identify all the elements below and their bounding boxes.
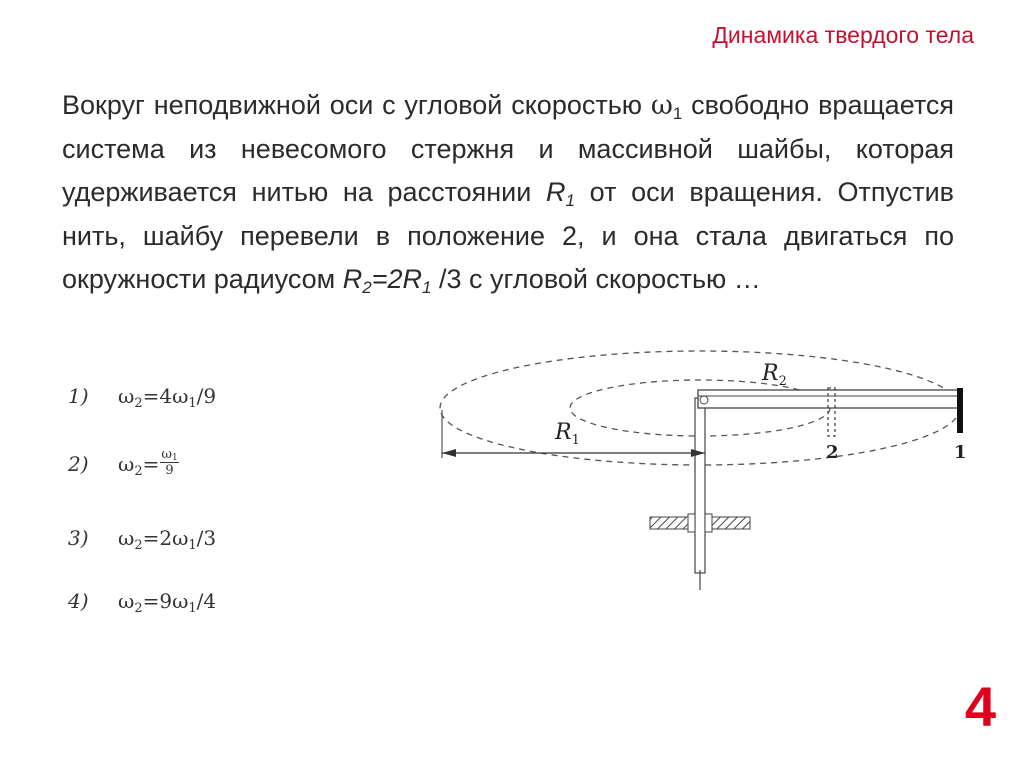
answer-post: /3: [196, 526, 217, 550]
label-position-2: 2: [826, 442, 839, 463]
horizontal-rod: [698, 390, 960, 408]
bearing-right-block: [705, 514, 712, 532]
washer-position-1: [957, 388, 963, 433]
answer-omega: ω: [118, 384, 135, 408]
fraction-denominator: 9: [165, 463, 174, 478]
radius-r2-symbol: R: [342, 264, 363, 294]
answer-sub: 1: [188, 538, 197, 553]
answer-sub: 2: [134, 538, 143, 553]
answer-number: 4): [68, 589, 89, 613]
answer-sub: 2: [134, 464, 143, 479]
slide-title: Динамика твердого тела: [712, 22, 974, 48]
answer-omega: ω: [118, 526, 135, 550]
answer-option-1[interactable]: [68, 384, 217, 411]
fraction-numerator: ω: [161, 447, 172, 462]
problem-text-1: Вокруг неподвижной оси с угловой скоростью: [62, 90, 651, 120]
label-r2: $R_2$: [762, 361, 787, 389]
answer-eq: =2ω: [142, 526, 189, 550]
omega-subscript: 1: [672, 104, 683, 123]
answer-number: 2): [68, 452, 89, 476]
axis-shaft: [695, 398, 705, 573]
fraction-numerator-sub: 1: [171, 453, 178, 463]
answer-option-3[interactable]: [68, 526, 217, 553]
answer-sub: 2: [134, 601, 143, 616]
answer-sub: 1: [188, 601, 197, 616]
bearing-right-hatch: [712, 517, 750, 529]
answer-sub: 1: [188, 396, 197, 411]
answer-eq: =4ω: [142, 384, 189, 408]
bearing-left-block: [688, 514, 695, 532]
bearing-left-hatch: [650, 517, 688, 529]
answer-option-4[interactable]: [68, 589, 217, 616]
page-number: 4: [964, 675, 996, 738]
answer-sub: 2: [134, 396, 143, 411]
problem-text-4: /3 с угловой скоростью …: [431, 264, 761, 294]
problem-text-3: от оси вращения. Отпустив нить, шайбу перевели в положение 2, и она стала двигаться по окружности радиусом: [62, 177, 954, 294]
answer-post: /9: [196, 384, 217, 408]
rotation-diagram: [430, 340, 990, 600]
omega-symbol: ω: [650, 90, 673, 121]
radius-equation-subscript: 1: [422, 278, 432, 297]
problem-statement: [62, 84, 954, 302]
problem-text-2: свободно вращается система из невесомого стержня и массивной шайбы, которая удерживается нитью на расстоянии: [62, 90, 954, 207]
answer-eq: =: [142, 452, 160, 476]
radius-r1-subscript: 1: [565, 191, 575, 210]
r1-arrow-left: [442, 449, 456, 457]
radius-equation: =2R: [371, 264, 422, 294]
label-position-1: 1: [954, 442, 967, 463]
radius-r1-symbol: R: [546, 177, 566, 207]
answer-omega: ω: [118, 589, 135, 613]
pivot-joint: [700, 396, 708, 404]
answer-post: /4: [196, 589, 217, 613]
label-r1: $R_1$: [555, 420, 580, 448]
answer-eq: =9ω: [142, 589, 189, 613]
radius-r2-subscript: 2: [362, 278, 372, 297]
answer-number: 1): [68, 384, 89, 408]
answer-omega: ω: [118, 452, 135, 476]
answer-option-2[interactable]: [68, 447, 179, 481]
answer-fraction: [160, 447, 178, 478]
answer-number: 3): [68, 526, 89, 550]
